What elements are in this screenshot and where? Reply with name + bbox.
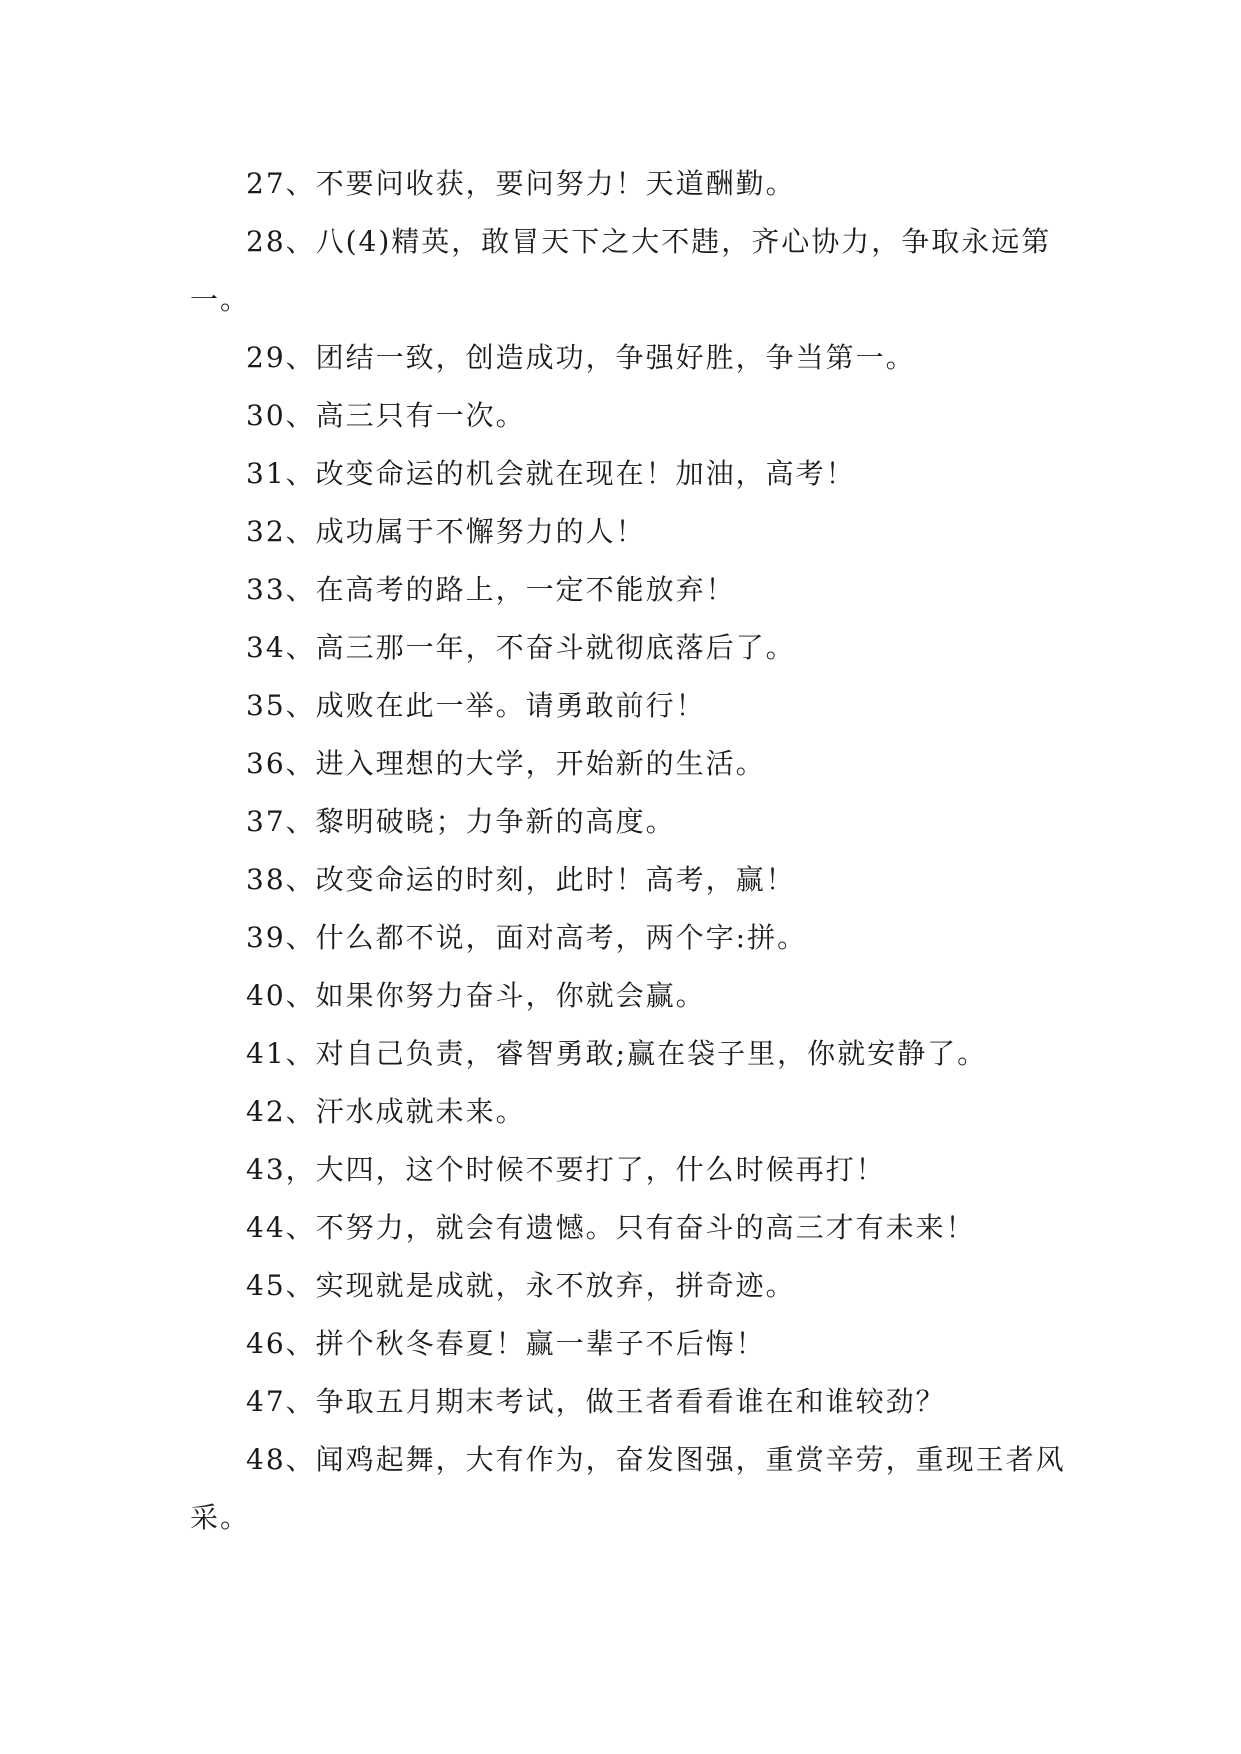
paragraph-27: 27、不要问收获，要问努力！天道酬勤。 <box>246 167 796 200</box>
paragraph-43: 43，大四，这个时候不要打了，什么时候再打！ <box>246 1153 886 1186</box>
paragraph-40: 40、如果你努力奋斗，你就会赢。 <box>246 979 706 1012</box>
paragraph-46: 46、拼个秋冬春夏！赢一辈子不后悔！ <box>246 1327 766 1360</box>
paragraph-45: 45、实现就是成就，永不放弃，拼奇迹。 <box>246 1269 796 1302</box>
paragraph-30: 30、高三只有一次。 <box>246 399 526 432</box>
paragraph-33: 33、在高考的路上，一定不能放弃！ <box>246 573 736 606</box>
paragraph-37: 37、黎明破晓；力争新的高度。 <box>246 805 676 838</box>
paragraph-47: 47、争取五月期末考试，做王者看看谁在和谁较劲？ <box>246 1385 946 1418</box>
paragraph-44: 44、不努力，就会有遗憾。只有奋斗的高三才有未来！ <box>246 1211 976 1244</box>
paragraph-29: 29、团结一致，创造成功，争强好胜，争当第一。 <box>246 341 916 374</box>
paragraph-31: 31、改变命运的机会就在现在！加油，高考！ <box>246 457 856 490</box>
paragraph-28: 28、八(4)精英，敢冒天下之大不韪，齐心协力，争取永远第一。 <box>190 225 1052 316</box>
paragraph-39: 39、什么都不说，面对高考，两个字:拼。 <box>246 921 808 954</box>
paragraph-48: 48、闻鸡起舞，大有作为，奋发图强，重赏辛劳，重现王者风采。 <box>190 1443 1066 1534</box>
document-body <box>190 155 1070 1547</box>
paragraph-36: 36、进入理想的大学，开始新的生活。 <box>246 747 766 780</box>
paragraph-42: 42、汗水成就未来。 <box>246 1095 526 1128</box>
paragraph-35: 35、成败在此一举。请勇敢前行！ <box>246 689 706 722</box>
paragraph-41: 41、对自己负责，睿智勇敢;赢在袋子里，你就安静了。 <box>246 1037 988 1070</box>
paragraph-32: 32、成功属于不懈努力的人！ <box>246 515 646 548</box>
paragraph-34: 34、高三那一年，不奋斗就彻底落后了。 <box>246 631 796 664</box>
paragraph-38: 38、改变命运的时刻，此时！高考，赢！ <box>246 863 796 896</box>
